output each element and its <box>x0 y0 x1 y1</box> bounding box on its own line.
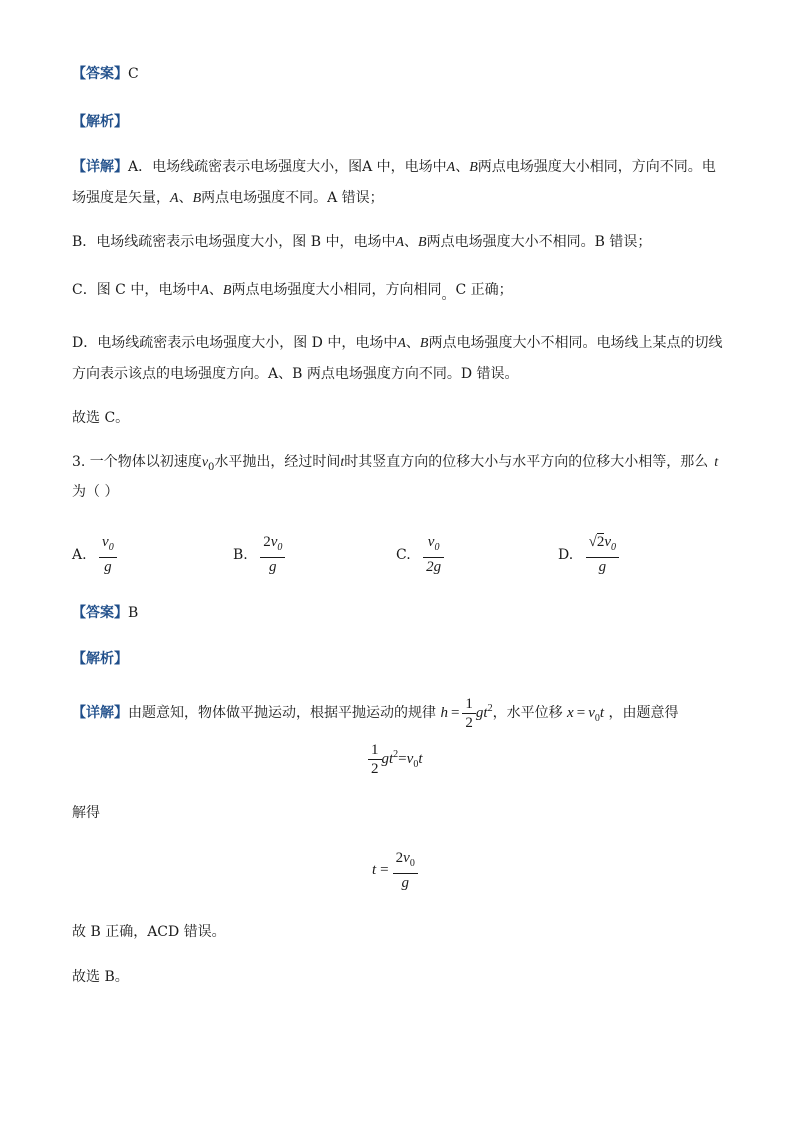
answer-tag: 【答案】 <box>72 66 128 82</box>
text: 、 <box>455 159 470 175</box>
text: C 正确； <box>455 282 513 298</box>
q2-detail-line-2 <box>72 188 384 209</box>
text: 、 <box>405 335 420 351</box>
q3-analysis-line <box>72 649 128 669</box>
analysis-tag: 【解析】 <box>72 114 128 130</box>
var-b: B <box>192 191 202 206</box>
option-label: C. <box>396 546 411 563</box>
var-v: v <box>406 750 414 767</box>
numerator: v <box>604 534 612 550</box>
subscript: 0 <box>108 542 114 553</box>
var-a: A <box>397 336 406 351</box>
var-t: t <box>599 705 605 721</box>
text: ，水平位移 <box>492 705 563 721</box>
var-g: g <box>475 705 484 721</box>
fraction <box>260 533 285 576</box>
text: 。 <box>441 287 456 303</box>
denominator: g <box>104 559 112 575</box>
var-b: B <box>419 336 429 351</box>
denominator: g <box>269 559 277 575</box>
q3-option-d <box>558 533 619 576</box>
formula-horizontal <box>567 705 605 724</box>
subscript: 0 <box>434 542 440 553</box>
fraction <box>393 849 418 892</box>
equation-equal-displacement <box>368 741 422 778</box>
var-x: x <box>567 705 574 721</box>
text: 两点电场强度大小不相同。电场线上某点的切线 <box>428 335 723 351</box>
q2-analysis-line <box>72 112 128 132</box>
text: A．电场线疏密表示电场强度大小，图A 中，电场中 <box>128 159 447 175</box>
text: 方向表示该点的电场强度方向。A、B 两点电场强度方向不同。D 错误。 <box>72 366 519 382</box>
option-label: B. <box>233 546 248 563</box>
text: 两点电场强度大小相同，方向不同。电 <box>477 159 716 175</box>
superscript: 2 <box>393 748 399 760</box>
text: 故 B 正确，ACD 错误。 <box>72 924 226 940</box>
subscript: 0 <box>413 758 419 770</box>
equals: = <box>576 705 586 721</box>
denominator: g <box>401 875 409 891</box>
coefficient: 2 <box>596 534 605 550</box>
solve-line <box>72 803 100 823</box>
var-h: h <box>440 705 448 721</box>
var-t: t <box>418 750 423 767</box>
equals: = <box>450 705 460 721</box>
fraction <box>368 741 382 778</box>
answer-value: B <box>128 605 139 621</box>
text: 时其竖直方向的位移大小与水平方向的位移大小相等，那么 <box>344 454 709 470</box>
numerator: v <box>102 534 109 550</box>
var-a: A <box>395 235 405 250</box>
denominator: g <box>598 559 607 575</box>
var-t: t <box>483 705 488 721</box>
text: 两点电场强度不同。A 错误； <box>201 190 384 206</box>
fraction <box>586 533 619 576</box>
option-label: A. <box>72 546 87 563</box>
numerator: 1 <box>462 695 476 714</box>
denominator: 2 <box>371 761 379 777</box>
q3-detail-line <box>72 691 678 737</box>
text: 故选 C。 <box>72 410 130 426</box>
var-b: B <box>418 235 427 250</box>
q3-stem-line-1 <box>72 452 718 478</box>
text: 、 <box>404 234 419 250</box>
equals: = <box>380 861 389 878</box>
text: 、 <box>208 282 223 298</box>
text: 场强度是矢量， <box>72 190 170 206</box>
answer-value: C <box>128 66 139 82</box>
var-b: B <box>222 283 232 298</box>
subscript: 0 <box>208 461 215 473</box>
q2-answer-line <box>72 64 139 84</box>
var-t: t <box>714 455 719 470</box>
coefficient: 2 <box>395 850 404 866</box>
subscript: 0 <box>594 713 600 724</box>
q3-choose-line <box>72 967 129 987</box>
conclusion-line <box>72 922 226 942</box>
text: 两点电场强度大小不相同。B 错误； <box>426 234 652 250</box>
subscript: 0 <box>409 858 415 869</box>
text: 由题意知，物体做平抛运动，根据平抛运动的规律 <box>128 705 436 721</box>
text: 、 <box>178 190 193 206</box>
q2-detail-line-1 <box>72 157 716 178</box>
option-label: D. <box>558 546 574 563</box>
q2-choose-line <box>72 408 129 428</box>
text: 为（ ） <box>72 484 119 500</box>
subscript: 0 <box>277 542 283 553</box>
text: D．电场线疏密表示电场强度大小，图 D 中，电场中 <box>72 335 398 351</box>
text: B．电场线疏密表示电场强度大小，图 B 中，电场中 <box>72 234 396 250</box>
numerator: v <box>270 534 278 550</box>
text: 3. 一个物体以初速度 <box>72 454 202 470</box>
text: 故选 B。 <box>72 969 129 985</box>
q3-stem-line-2 <box>72 482 118 502</box>
equation-solution <box>372 849 418 892</box>
analysis-tag: 【解析】 <box>72 651 128 667</box>
var-v: v <box>588 705 595 721</box>
var-v: v <box>201 455 209 470</box>
text: 水平抛出，经过时间 <box>214 454 341 470</box>
q2-option-c-line <box>72 280 513 301</box>
subscript: 0 <box>611 542 617 553</box>
var-t: t <box>389 750 394 767</box>
var-v: v <box>403 850 410 866</box>
numerator: v <box>427 534 435 550</box>
q2-option-b-line <box>72 232 651 253</box>
coefficient: 2 <box>263 534 271 550</box>
var-g: g <box>381 750 389 767</box>
sqrt-symbol: √ <box>588 534 597 550</box>
text: 两点电场强度大小相同，方向相同 <box>231 282 442 298</box>
text: C．图 C 中，电场中 <box>72 282 201 298</box>
fraction <box>462 695 476 732</box>
denominator: 2g <box>426 559 442 575</box>
q2-option-d-line-2 <box>72 364 519 384</box>
detail-tag: 【详解】 <box>72 159 128 175</box>
var-t: t <box>372 861 377 878</box>
var-t: t <box>340 455 345 470</box>
var-a: A <box>170 191 179 206</box>
text: ，由题意得 <box>608 705 679 721</box>
q3-option-b <box>233 533 285 576</box>
answer-tag: 【答案】 <box>72 605 128 621</box>
q3-option-c <box>396 533 444 576</box>
fraction <box>99 533 117 576</box>
equals: = <box>398 750 407 767</box>
superscript: 2 <box>487 703 493 714</box>
fraction <box>423 533 444 576</box>
formula-height <box>440 696 493 732</box>
q3-answer-line <box>72 603 138 623</box>
text: 解得 <box>72 805 100 821</box>
var-b: B <box>469 160 478 175</box>
q3-option-a <box>72 533 117 576</box>
q2-option-d-line-1 <box>72 333 722 354</box>
numerator: 1 <box>368 741 382 760</box>
var-a: A <box>200 283 209 298</box>
denominator: 2 <box>465 715 473 732</box>
detail-tag: 【详解】 <box>72 705 128 721</box>
var-a: A <box>446 160 456 175</box>
